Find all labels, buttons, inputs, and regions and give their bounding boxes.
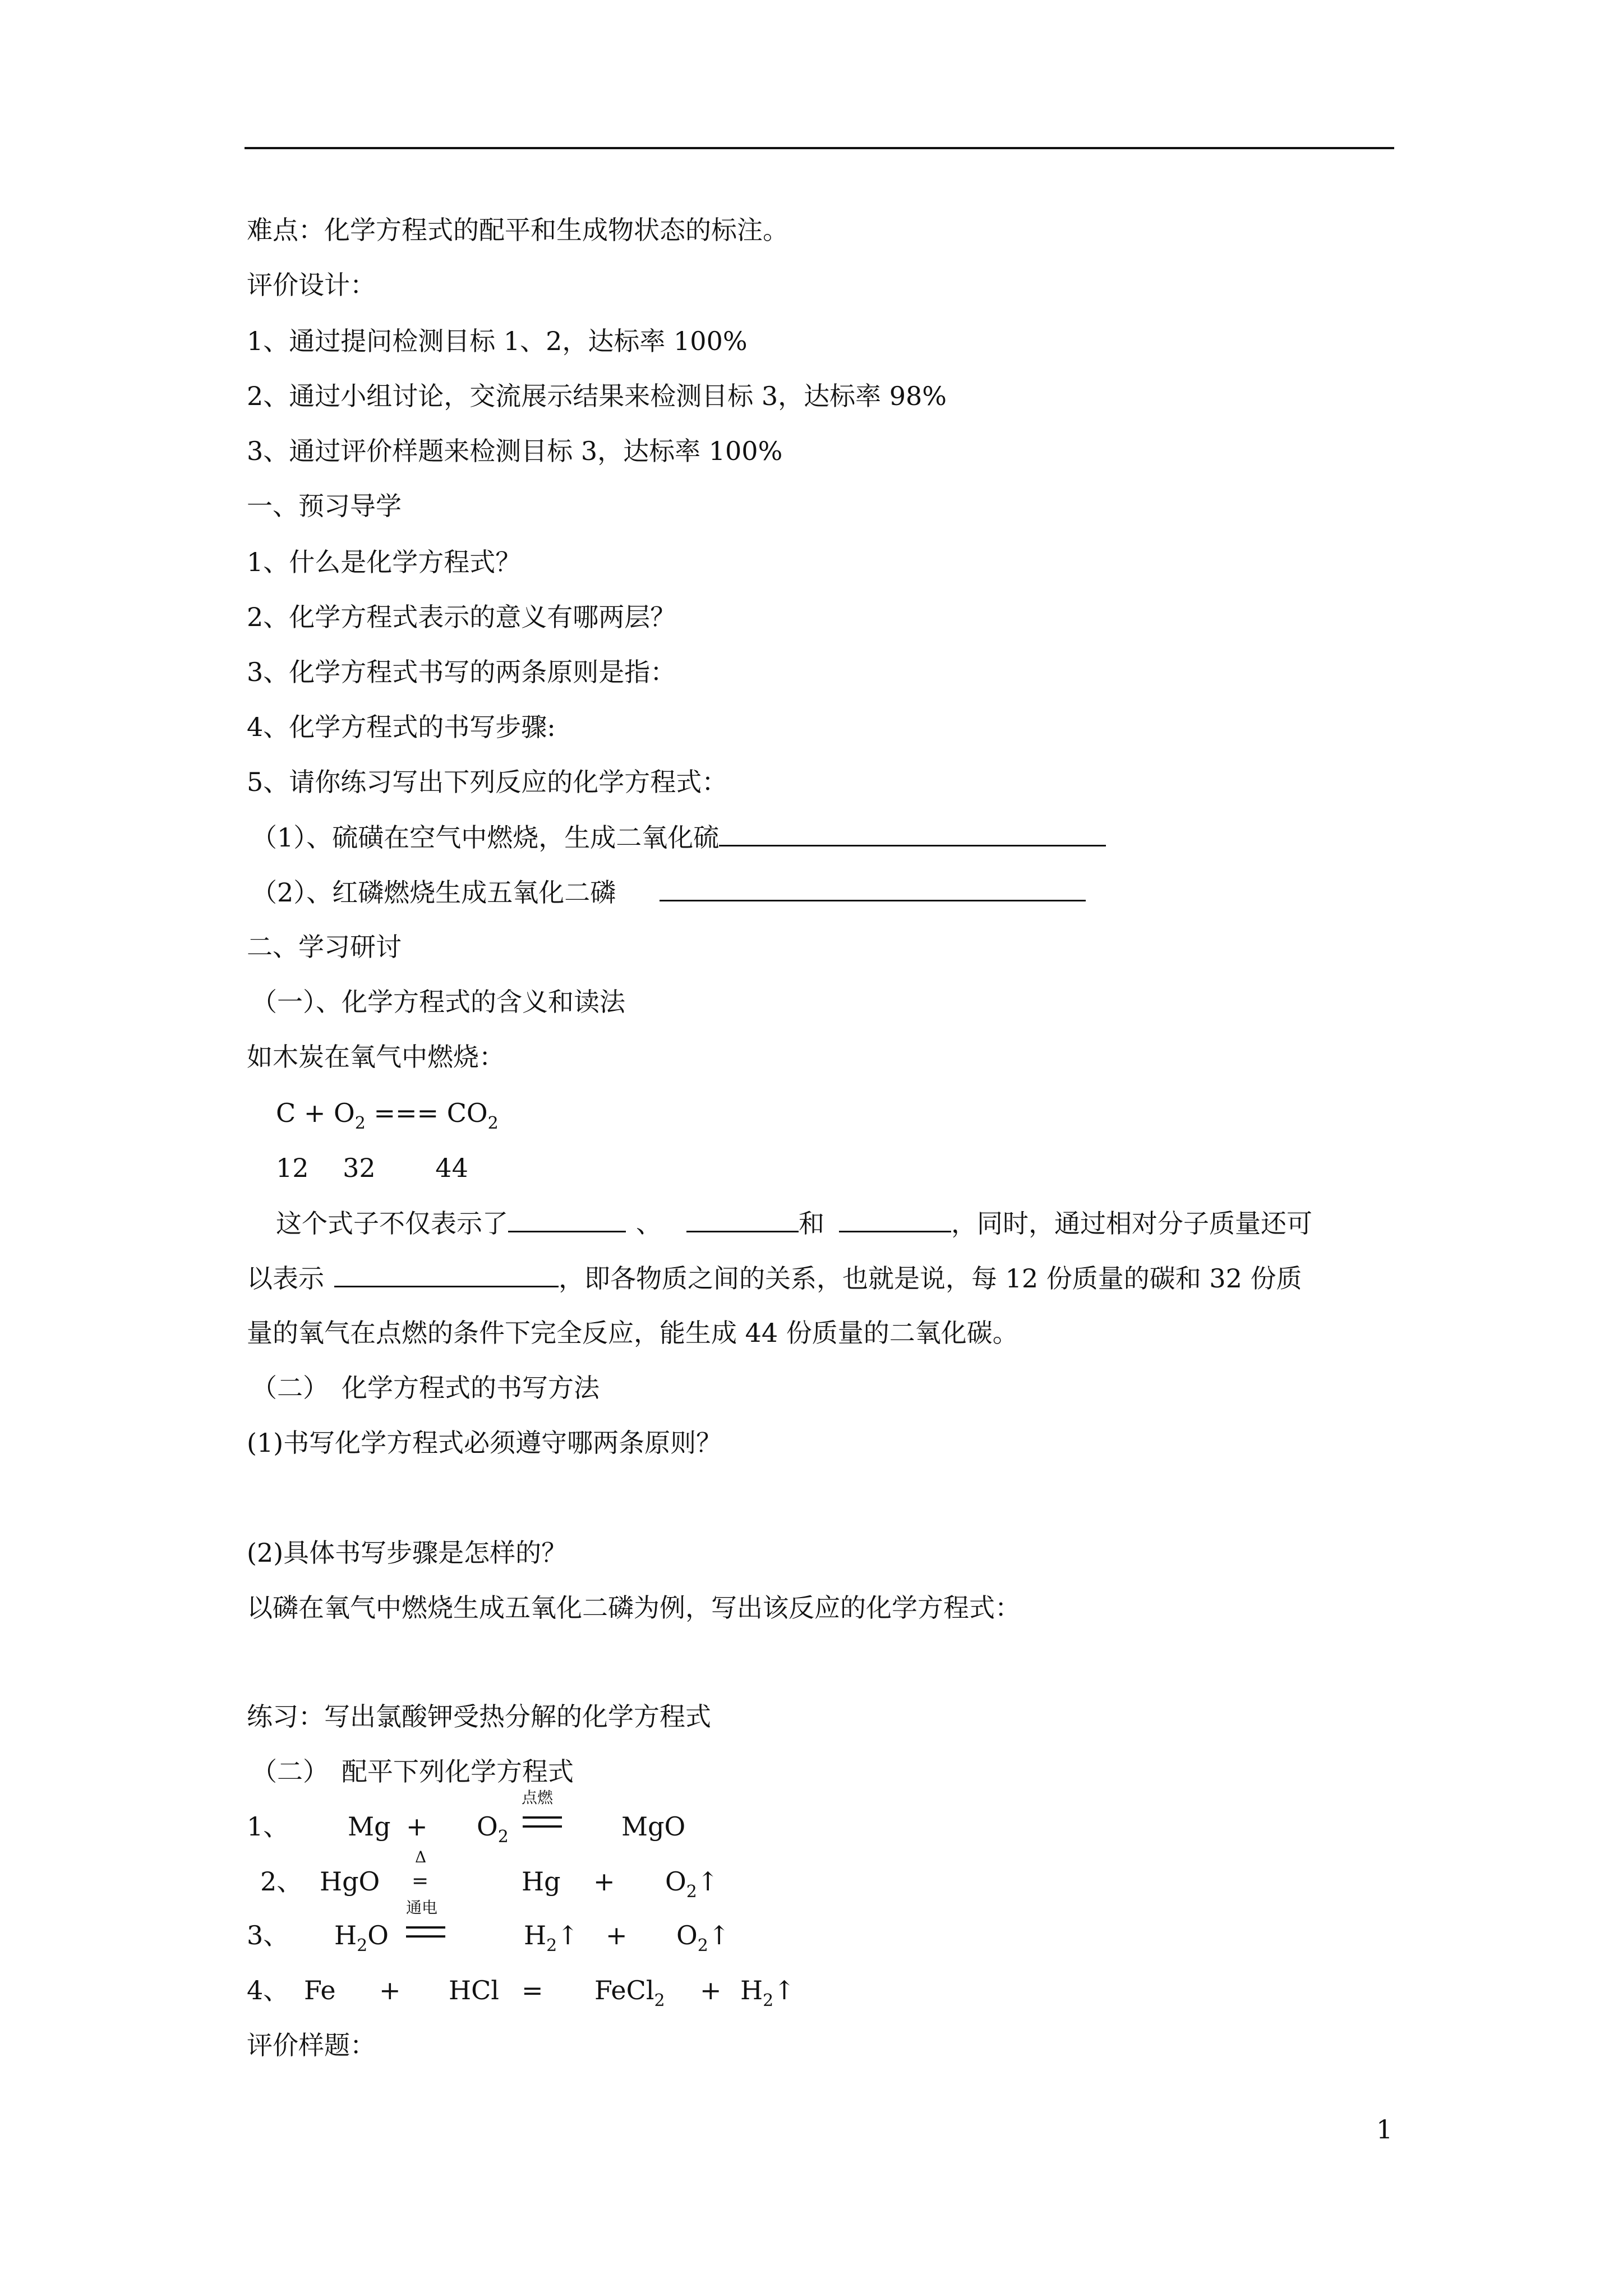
- meaning-blank-3[interactable]: [839, 1206, 951, 1232]
- meaning-text-c: 和: [799, 1208, 824, 1239]
- meaning-text-b: 、: [636, 1208, 662, 1239]
- eq2-product-hg: Hg: [522, 1866, 561, 1897]
- meaning-text-d: ，同时，通过相对分子质量还可: [951, 1208, 1312, 1239]
- eq2-gas-arrow: ↑: [697, 1866, 719, 1897]
- preview-question-2: 2、化学方程式表示的意义有哪两层？: [247, 602, 676, 632]
- eq2-number: 2、: [260, 1866, 303, 1897]
- eq3-gas-arrow-2: ↑: [708, 1920, 730, 1950]
- writing-question-2: (2)具体书写步骤是怎样的？: [247, 1538, 568, 1568]
- evaluation-item-1: 1、通过提问检测目标 1、2，达标率 100%: [247, 326, 748, 356]
- subsection-meaning-heading: （一）、化学方程式的含义和读法: [251, 987, 625, 1017]
- meaning-paragraph-line-1: [276, 1206, 1312, 1240]
- practice-prompt: 练习：写出氯酸钾受热分解的化学方程式: [247, 1701, 711, 1732]
- difficulty-line: 难点：化学方程式的配平和生成物状态的标注。: [247, 215, 789, 245]
- meaning-text-a: 这个式子不仅表示了: [276, 1208, 508, 1239]
- eq4-plus-1: +: [379, 1975, 401, 2005]
- meaning-text-e: 以表示: [247, 1263, 324, 1294]
- eq1-double-line: [523, 1816, 562, 1828]
- page-number: 1: [1376, 2114, 1393, 2145]
- eq1-condition-ignite: 点燃: [522, 1788, 554, 1807]
- meaning-blank-2[interactable]: [686, 1206, 799, 1232]
- answer-blank-phosphorus[interactable]: [660, 875, 1086, 901]
- evaluation-item-3: 3、通过评价样题来检测目标 3，达标率 100%: [247, 436, 783, 466]
- carbon-intro: 如木炭在氧气中燃烧：: [247, 1042, 505, 1072]
- eq4-gas-arrow: ↑: [773, 1975, 795, 2005]
- carbon-equals: ===: [374, 1098, 439, 1128]
- answer-blank-sulfur[interactable]: [719, 820, 1106, 846]
- eq1-product-mgo: MgO: [621, 1811, 686, 1842]
- eq4-product-h2: $H_2↑$: [740, 1975, 795, 2010]
- preview-question-5: 5、请你练习写出下列反应的化学方程式：: [247, 767, 728, 797]
- eq3-product-h2: $H_2↑$: [524, 1920, 579, 1955]
- exercise-sulfur: [251, 820, 1106, 854]
- eq3-product-o2: $O_2↑$: [676, 1920, 730, 1955]
- eq4-product-fecl2: FeCl$_2$: [594, 1975, 665, 2010]
- subsection-writing-heading: （二） 化学方程式的书写方法: [251, 1373, 600, 1403]
- eq1-plus: +: [406, 1811, 428, 1842]
- preview-question-3: 3、化学方程式书写的两条原则是指：: [247, 657, 676, 687]
- eq2-plus: +: [593, 1866, 615, 1897]
- meaning-paragraph-line-3: 量的氧气在点燃的条件下完全反应，能生成 44 份质量的二氧化碳。: [247, 1318, 1018, 1348]
- carbon-masses: 12 32 44: [276, 1153, 468, 1183]
- eq2-equals: =: [412, 1870, 429, 1893]
- eq1-number: 1、: [247, 1811, 289, 1842]
- eq2-condition-heat: Δ: [415, 1848, 427, 1866]
- subsection-balance-heading: （二） 配平下列化学方程式: [251, 1756, 574, 1787]
- carbon-plus: +: [303, 1098, 326, 1128]
- eq3-double-line: [406, 1926, 445, 1938]
- eq3-condition-electrolysis: 通电: [406, 1898, 438, 1917]
- header-rule: [245, 147, 1394, 149]
- eq3-reactant-h2o: $H_2O$: [334, 1920, 389, 1955]
- eq3-plus: +: [606, 1920, 628, 1950]
- eq1-reactant-mg: Mg: [348, 1811, 391, 1842]
- carbon-product-co2: $CO_2$: [446, 1098, 499, 1133]
- exercise-phosphorus: [251, 875, 1086, 909]
- meaning-text-f: ，即各物质之间的关系，也就是说，每 12 份质量的碳和 32 份质: [559, 1263, 1302, 1294]
- eq2-reactant-hgo: HgO: [320, 1866, 380, 1897]
- writing-question-1: (1)书写化学方程式必须遵守哪两条原则？: [247, 1428, 722, 1458]
- section-study-heading: 二、学习研讨: [247, 932, 402, 962]
- eq4-equals: =: [522, 1975, 543, 2005]
- preview-question-1: 1、什么是化学方程式？: [247, 547, 522, 577]
- meaning-blank-1[interactable]: [508, 1206, 626, 1232]
- eq4-reactant-hcl: HCl: [449, 1975, 500, 2005]
- carbon-reactant-c: C: [276, 1098, 296, 1128]
- evaluation-heading: 评价设计：: [247, 270, 376, 300]
- exercise-sulfur-text: （1）、硫磺在空气中燃烧，生成二氧化硫: [251, 822, 720, 853]
- eq4-plus-2: +: [700, 1975, 722, 2005]
- writing-example: 以磷在氧气中燃烧生成五氧化二磷为例，写出该反应的化学方程式：: [247, 1593, 1021, 1623]
- preview-question-4: 4、化学方程式的书写步骤:: [247, 712, 556, 742]
- meaning-blank-4[interactable]: [334, 1261, 559, 1287]
- carbon-reactant-o2: $O_2$: [334, 1098, 366, 1133]
- evaluation-item-2: 2、通过小组讨论，交流展示结果来检测目标 3，达标率 98%: [247, 381, 947, 411]
- eq1-reactant-o2: $O_2$: [477, 1811, 509, 1847]
- eq2-product-o2: $O_2↑$: [665, 1866, 719, 1902]
- eq3-gas-arrow-1: ↑: [557, 1920, 579, 1950]
- carbon-equation: [276, 1096, 499, 1134]
- section-preview-heading: 一、预习导学: [247, 491, 402, 521]
- eq4-number: 4、: [247, 1975, 289, 2005]
- eq3-number: 3、: [247, 1920, 289, 1950]
- meaning-paragraph-line-2: [247, 1261, 1302, 1295]
- eq4-reactant-fe: Fe: [304, 1975, 336, 2005]
- exercise-phosphorus-text: （2）、红磷燃烧生成五氧化二磷: [251, 877, 616, 908]
- evaluation-sample-heading: 评价样题：: [247, 2030, 376, 2060]
